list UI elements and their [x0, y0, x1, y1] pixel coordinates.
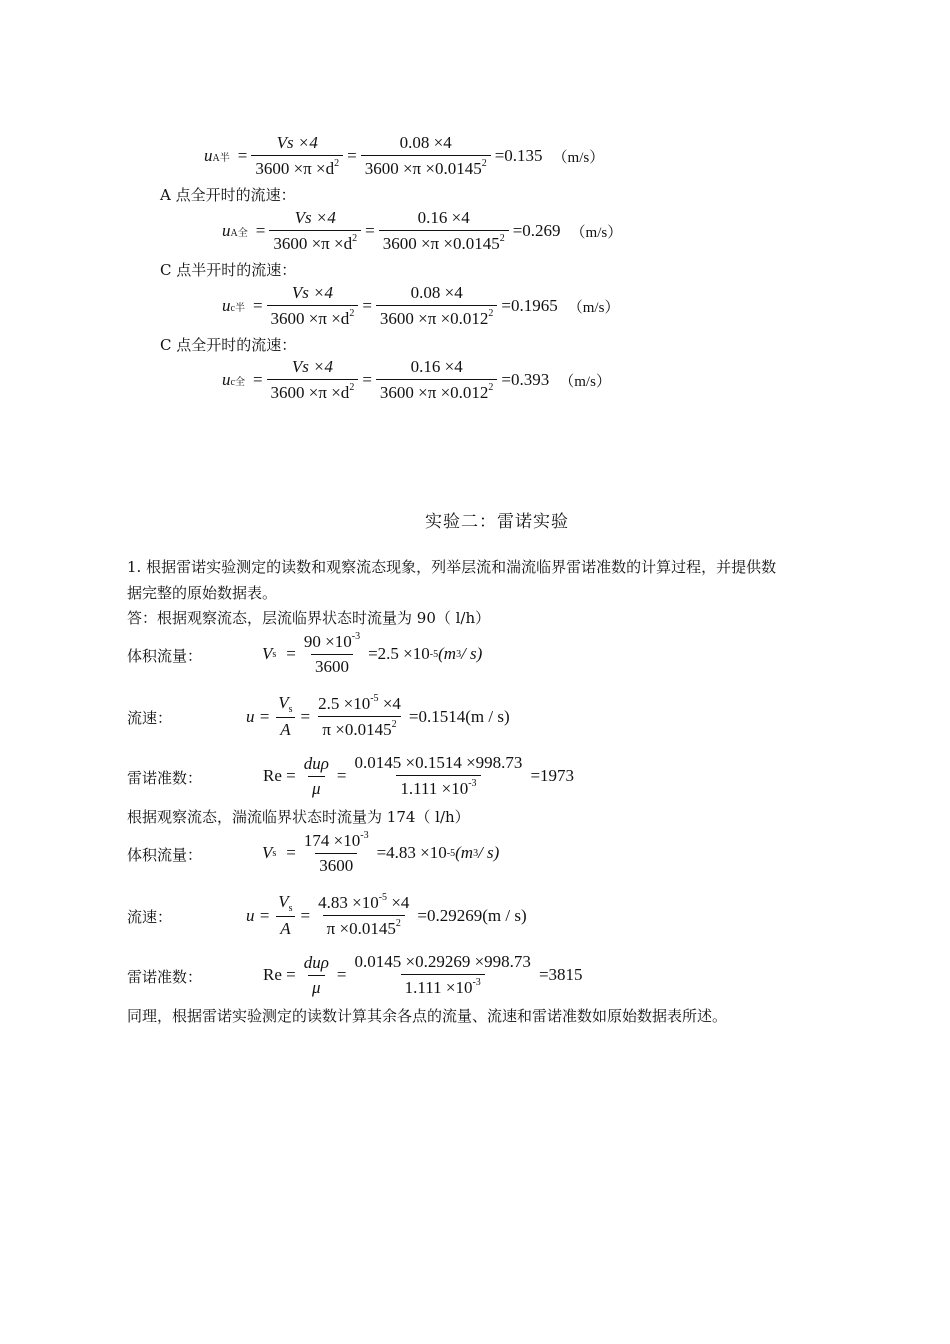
laminar-reynolds-equation: Re = $\frac{\text{duρ}}{\mu}$ = $\frac{0.0145 \times 0.1514 \times 998.73}{1.111 \times 10^{-3}}$ =1973	[263, 753, 575, 798]
question-line-2: 据完整的原始数据表。	[127, 584, 278, 602]
label-a-full: A 点全开时的流速：	[160, 186, 296, 204]
equation-u-a-full: u A全 = $\frac{Vs \times 4}{3600 \times\pi \times d^2}$ = $\frac{0.16 \times 4}{3600 \times\pi \times 0.0145^2}$ =0.269 （m/s）	[222, 208, 623, 253]
fraction-values: $\frac{0.16 \times 4}{3600 \times\pi \times 0.0145^2}$	[379, 208, 509, 254]
fraction-general: $\frac{Vs \times 4}{3600 \times\pi \times d^2}$	[267, 357, 359, 403]
equation-u-a-half: u A半 = $\frac{Vs \times 4}{3600 \times\pi \times d^2}$ = $\frac{0.08 \times 4}{3600 \times\pi \times 0.0145^2}$ =0.135 （m/s）	[204, 133, 605, 178]
eq-unit: （m/s）	[552, 149, 605, 166]
turbulent-volume-equation: V s = $\frac{174 \times 10^{-3}}{3600}$ =4.83 ×10 -5 (m 3 / s)	[262, 830, 500, 875]
equation-u-c-half: u c半 = $\frac{Vs \times 4}{3600 \times\pi \times d^2}$ = $\frac{0.08 \times 4}{3600 \times\pi \times 0.012^2}$ =0.1965 （m/s）	[222, 283, 620, 328]
turbulent-vel-label: 流速：	[127, 908, 173, 926]
answer-turbulent: 根据观察流态，湍流临界状态时流量为 174（ l/h）	[127, 808, 470, 826]
equation-u-c-full: u c全 = $\frac{Vs \times 4}{3600 \times\pi \times d^2}$ = $\frac{0.16 \times 4}{3600 \times\pi \times 0.012^2}$ =0.393 （m/s）	[222, 357, 611, 402]
label-c-half: C 点半开时的流速：	[160, 261, 297, 279]
fraction-general: $\frac{Vs \times 4}{3600 \times\pi \times d^2}$	[251, 133, 343, 179]
label-c-full: C 点全开时的流速：	[160, 336, 297, 354]
laminar-vel-label: 流速：	[127, 709, 173, 727]
turbulent-vol-label: 体积流量：	[127, 846, 203, 864]
fraction-values: $\frac{0.08 \times 4}{3600 \times\pi \times 0.012^2}$	[376, 283, 498, 329]
turbulent-reynolds-equation: Re = $\frac{\text{duρ}}{\mu}$ = $\frac{0.0145 \times 0.29269 \times 998.73}{1.111 \times 10^{-3}}$ =3815	[263, 952, 583, 997]
turbulent-re-label: 雷诺准数：	[127, 968, 203, 986]
eq-result: =0.135	[494, 146, 543, 165]
fraction-general: $\frac{Vs \times 4}{3600 \times\pi \times d^2}$	[267, 283, 359, 329]
eq-lhs-sub: A半	[212, 152, 230, 164]
laminar-volume-equation: V s = $\frac{90 \times 10^{-3}}{3600}$ =2.5 ×10 -5 (m 3 / s)	[262, 631, 483, 676]
section-title: 实验二：雷诺实验	[425, 512, 569, 532]
fraction-general: $\frac{Vs \times 4}{3600 \times\pi \times d^2}$	[269, 208, 361, 254]
conclusion: 同理，根据雷诺实验测定的读数计算其余各点的流量、流速和雷诺准数如原始数据表所述。	[127, 1007, 728, 1025]
turbulent-velocity-equation: u = $\frac{V_s}{A}$ = $\frac{4.83 \times 10^{-5} \times 4}{\pi \times 0.0145^2}$ =0.29269(m / s)	[246, 892, 527, 938]
laminar-velocity-equation: u = $\frac{V_s}{A}$ = $\frac{2.5 \times 10^{-5} \times 4}{\pi \times 0.0145^2}$ =0.1514(m / s)	[246, 693, 510, 739]
fraction-values: $\frac{0.08 \times 4}{3600 \times\pi \times 0.0145^2}$	[361, 133, 491, 179]
laminar-re-label: 雷诺准数：	[127, 769, 203, 787]
laminar-vol-label: 体积流量：	[127, 647, 203, 665]
question-line-1: 1. 根据雷诺实验测定的读数和观察流态现象，列举层流和湍流临界雷诺准数的计算过程，并提供数	[127, 558, 777, 576]
eq-lhs: u	[204, 146, 213, 165]
fraction-values: $\frac{0.16 \times 4}{3600 \times\pi \times 0.012^2}$	[376, 357, 498, 403]
answer-laminar: 答：根据观察流态，层流临界状态时流量为 90（ l/h）	[127, 609, 491, 627]
